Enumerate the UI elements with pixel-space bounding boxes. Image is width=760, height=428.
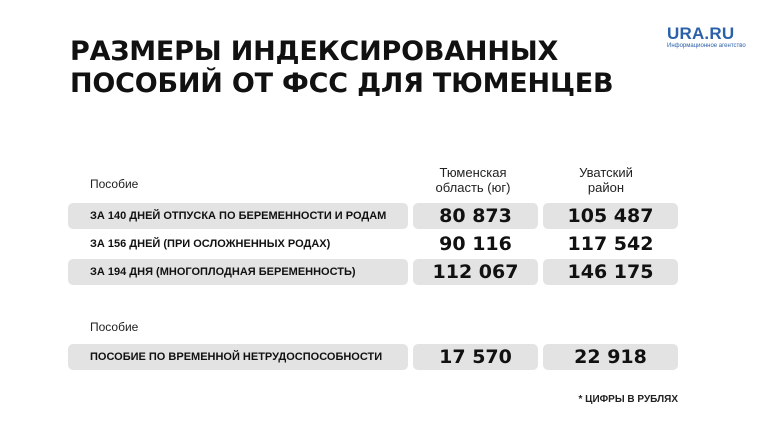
column-header-uvat-line-2: район <box>587 180 625 195</box>
ura-logo[interactable] <box>667 25 747 50</box>
value-uvat: 22 918 <box>574 346 647 368</box>
column-header-tyumen <box>413 165 533 195</box>
table-row <box>68 231 678 257</box>
value-uvat: 105 487 <box>567 205 654 227</box>
value-tyumen: 90 116 <box>439 233 512 255</box>
column-header-uvat-line-1: Уватский <box>579 165 633 180</box>
benefit-section-label: Пособие <box>90 320 139 334</box>
value-uvat: 146 175 <box>567 261 654 283</box>
benefit-column-header: Пособие <box>90 177 139 191</box>
logo-name: URA.RU <box>667 24 735 43</box>
logo-tagline: Информационное агентство <box>667 43 746 49</box>
footnote: * ЦИФРЫ В РУБЛЯХ <box>578 394 678 405</box>
value-tyumen: 112 067 <box>432 261 519 283</box>
row-label: ЗА 140 ДНЕЙ ОТПУСКА ПО БЕРЕМЕННОСТИ И РОДАМ <box>90 210 387 222</box>
title-line-1: РАЗМЕРЫ ИНДЕКСИРОВАННЫХ <box>70 36 559 67</box>
column-header-tyumen-line-2: область (юг) <box>435 180 511 195</box>
title-line-2: ПОСОБИЙ ОТ ФСС ДЛЯ ТЮМЕНЦЕВ <box>70 68 614 99</box>
value-tyumen: 17 570 <box>439 346 512 368</box>
table-row <box>68 203 678 229</box>
value-uvat: 117 542 <box>567 233 654 255</box>
column-header-tyumen-line-1: Тюменская <box>439 165 507 180</box>
column-header-uvat <box>546 165 666 195</box>
page-title <box>70 36 613 100</box>
table-row <box>68 344 678 370</box>
row-label: ПОСОБИЕ ПО ВРЕМЕННОЙ НЕТРУДОСПОСОБНОСТИ <box>90 351 383 363</box>
row-label: ЗА 156 ДНЕЙ (ПРИ ОСЛОЖНЕННЫХ РОДАХ) <box>90 238 331 250</box>
value-tyumen: 80 873 <box>439 205 512 227</box>
table-row <box>68 259 678 285</box>
row-label: ЗА 194 ДНЯ (МНОГОПЛОДНАЯ БЕРЕМЕННОСТЬ) <box>90 266 356 278</box>
